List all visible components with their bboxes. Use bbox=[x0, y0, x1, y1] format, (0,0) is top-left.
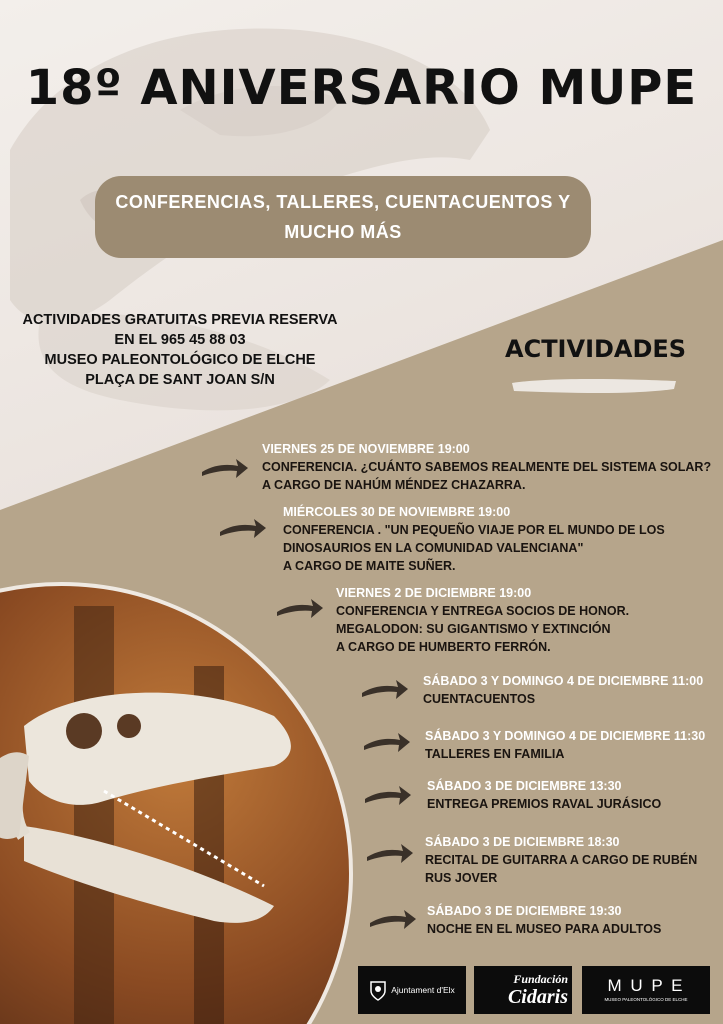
activity-date: SÁBADO 3 Y DOMINGO 4 DE DICIEMBRE 11:30 bbox=[425, 729, 706, 743]
mupe-subtext: MUSEO PALEONTOLÓGICO DE ELCHE bbox=[604, 997, 688, 1002]
activity-line: A CARGO DE MAITE SUÑER. bbox=[283, 559, 456, 573]
dinosaur-photo bbox=[0, 582, 353, 1024]
activity-item bbox=[427, 777, 661, 813]
brush-stroke bbox=[510, 375, 678, 397]
activity-line: A CARGO DE NAHÚM MÉNDEZ CHAZARRA. bbox=[262, 478, 526, 492]
arrow-icon bbox=[275, 596, 325, 622]
subtitle: CONFERENCIAS, TALLERES, CUENTACUENTOS Y MUCHO MÁS bbox=[115, 192, 571, 242]
info-line: ACTIVIDADES GRATUITAS PREVIA RESERVA bbox=[22, 312, 338, 328]
activity-date: SÁBADO 3 DE DICIEMBRE 19:30 bbox=[427, 904, 622, 918]
info-line: MUSEO PALEONTOLÓGICO DE ELCHE bbox=[44, 352, 316, 368]
activity-item bbox=[262, 440, 711, 494]
info-line: EN EL 965 45 88 03 bbox=[114, 332, 246, 348]
activity-line: DINOSAURIOS EN LA COMUNIDAD VALENCIANA" bbox=[283, 541, 584, 555]
activity-item bbox=[336, 584, 629, 656]
activity-line: TALLERES EN FAMILIA bbox=[425, 747, 565, 761]
activity-item bbox=[283, 503, 665, 575]
activity-line: RECITAL DE GUITARRA A CARGO DE RUBÉN bbox=[425, 853, 698, 867]
activity-line: MEGALODON: SU GIGANTISMO Y EXTINCIÓN bbox=[336, 622, 611, 636]
mupe-text: M U P E bbox=[607, 976, 685, 995]
arrow-icon bbox=[363, 783, 413, 809]
activity-date: SÁBADO 3 DE DICIEMBRE 18:30 bbox=[425, 835, 620, 849]
arrow-icon bbox=[200, 456, 250, 482]
arrow-icon bbox=[218, 516, 268, 542]
fundacion-cidaris-logo bbox=[474, 966, 572, 1014]
activity-line: CONFERENCIA. ¿CUÁNTO SABEMOS REALMENTE DEL SISTEMA SOLAR? bbox=[262, 460, 712, 474]
activity-item bbox=[425, 727, 705, 763]
arrow-icon bbox=[368, 907, 418, 933]
activities-heading: ACTIVIDADES bbox=[505, 335, 687, 363]
activity-item bbox=[425, 833, 697, 887]
activity-date: VIERNES 25 DE NOVIEMBRE 19:00 bbox=[262, 442, 470, 456]
page-title: 18º ANIVERSARIO MUPE bbox=[25, 60, 698, 116]
info-line: PLAÇA DE SANT JOAN S/N bbox=[85, 372, 275, 388]
activity-line: CONFERENCIA . "UN PEQUEÑO VIAJE POR EL MUNDO DE LOS bbox=[283, 523, 665, 537]
arrow-icon bbox=[362, 730, 412, 756]
crest-icon bbox=[369, 979, 387, 1001]
arrow-icon bbox=[365, 841, 415, 867]
subtitle-box bbox=[95, 176, 591, 258]
activity-item bbox=[423, 672, 703, 708]
activity-line: RUS JOVER bbox=[425, 871, 498, 885]
activity-line: A CARGO DE HUMBERTO FERRÓN. bbox=[336, 640, 551, 654]
activity-line: NOCHE EN EL MUSEO PARA ADULTOS bbox=[427, 922, 662, 936]
ajuntament-logo bbox=[358, 966, 466, 1014]
activity-date: VIERNES 2 DE DICIEMBRE 19:00 bbox=[336, 586, 532, 600]
activity-line: CONFERENCIA Y ENTREGA SOCIOS DE HONOR. bbox=[336, 604, 630, 618]
arrow-icon bbox=[360, 677, 410, 703]
activity-date: SÁBADO 3 Y DOMINGO 4 DE DICIEMBRE 11:00 bbox=[423, 674, 704, 688]
mupe-logo bbox=[582, 966, 710, 1014]
activity-line: CUENTACUENTOS bbox=[423, 692, 536, 706]
fundacion-text: Fundación bbox=[513, 972, 568, 986]
activity-item bbox=[427, 902, 661, 938]
reservation-info bbox=[20, 310, 340, 390]
activity-date: SÁBADO 3 DE DICIEMBRE 13:30 bbox=[427, 779, 622, 793]
activity-line: ENTREGA PREMIOS RAVAL JURÁSICO bbox=[427, 797, 662, 811]
cidaris-text: Cidaris bbox=[507, 986, 568, 1008]
activity-date: MIÉRCOLES 30 DE NOVIEMBRE 19:00 bbox=[283, 505, 511, 519]
ajuntament-text: Ajuntament d'Elx bbox=[391, 985, 455, 995]
